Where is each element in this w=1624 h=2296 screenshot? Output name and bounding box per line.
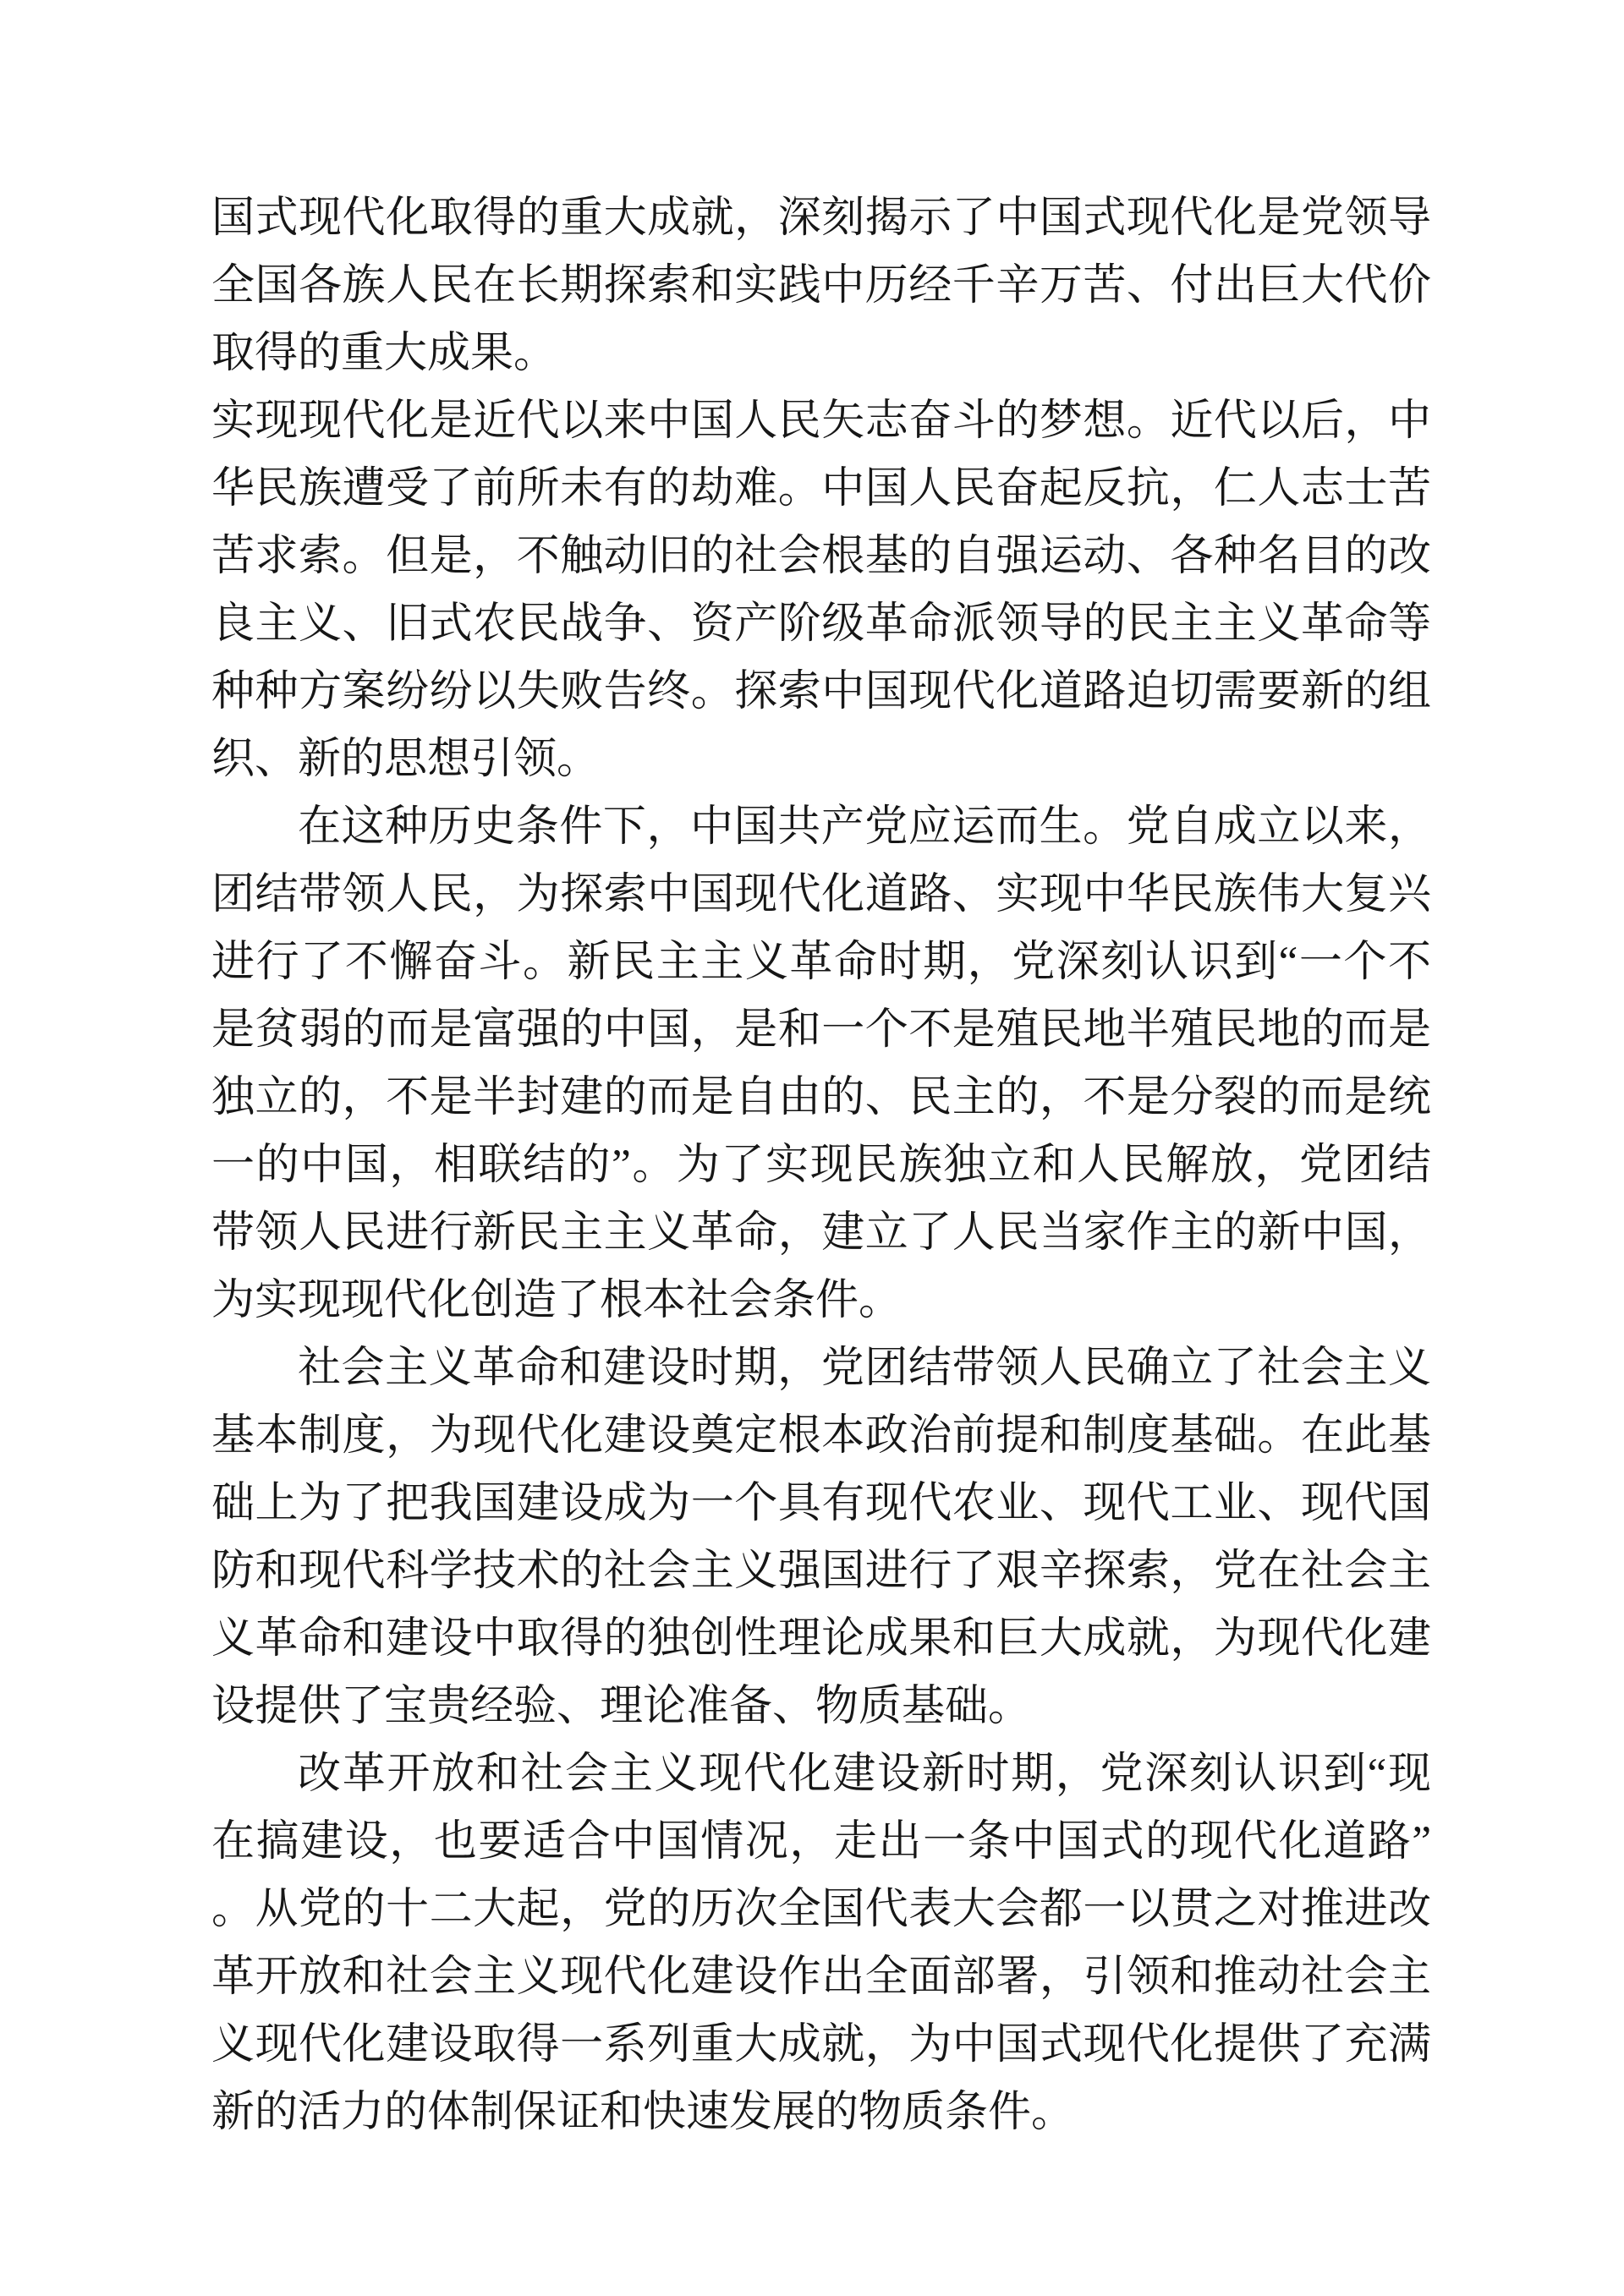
text-line: 新的活力的体制保证和快速发展的物质条件。 xyxy=(211,2089,1075,2136)
text-line: 独立的，不是半封建的而是自由的、民主的，不是分裂的而是统 xyxy=(211,1074,1431,1121)
text-line: 。从党的十二大起，党的历次全国代表大会都一以贯之对推进改 xyxy=(211,1886,1431,1933)
text-line: 革开放和社会主义现代化建设作出全面部署，引领和推动社会主 xyxy=(211,1954,1431,2001)
text-line: 础上为了把我国建设成为一个具有现代农业、现代工业、现代国 xyxy=(211,1480,1431,1527)
text-line: 实现现代化是近代以来中国人民矢志奋斗的梦想。近代以后，中 xyxy=(211,397,1431,445)
text-line: 带领人民进行新民主主义革命，建立了人民当家作主的新中国， xyxy=(211,1209,1431,1257)
text-line: 基本制度，为现代化建设奠定根本政治前提和制度基础。在此基 xyxy=(211,1412,1431,1460)
text-line: 防和现代科学技术的社会主义强国进行了艰辛探索，党在社会主 xyxy=(211,1548,1431,1595)
text-line: 良主义、旧式农民战争、资产阶级革命派领导的民主主义革命等 xyxy=(211,600,1431,648)
text-line: 华民族遭受了前所未有的劫难。中国人民奋起反抗，仁人志士苦 xyxy=(211,465,1431,512)
text-line: 团结带领人民，为探索中国现代化道路、实现中华民族伟大复兴 xyxy=(211,871,1431,918)
text-line: 苦求索。但是，不触动旧的社会根基的自强运动、各种名目的改 xyxy=(211,533,1431,580)
text-line: 国式现代化取得的重大成就，深刻揭示了中国式现代化是党领导 xyxy=(211,195,1431,242)
text-line: 种种方案纷纷以失败告终。探索中国现代化道路迫切需要新的组 xyxy=(211,668,1431,715)
document-text-block xyxy=(211,184,1431,2146)
text-line: 义革命和建设中取得的独创性理论成果和巨大成就，为现代化建 xyxy=(211,1615,1431,1663)
text-line: 织、新的思想引领。 xyxy=(211,736,601,783)
text-line: 义现代化建设取得一系列重大成就，为中国式现代化提供了充满 xyxy=(211,2021,1431,2069)
text-line: 进行了不懈奋斗。新民主主义革命时期，党深刻认识到“一个不 xyxy=(211,939,1431,986)
text-line: 改革开放和社会主义现代化建设新时期，党深刻认识到“现 xyxy=(298,1751,1431,1798)
text-line: 设提供了宝贵经验、理论准备、物质基础。 xyxy=(211,1683,1032,1730)
text-line: 取得的重大成果。 xyxy=(211,330,557,377)
text-line: 是贫弱的而是富强的中国，是和一个不是殖民地半殖民地的而是 xyxy=(211,1006,1431,1054)
text-line: 在搞建设，也要适合中国情况，走出一条中国式的现代化道路” xyxy=(211,1818,1431,1866)
text-line: 为实现现代化创造了根本社会条件。 xyxy=(211,1277,903,1324)
text-line: 在这种历史条件下，中国共产党应运而生。党自成立以来， xyxy=(298,803,1431,851)
text-line: 社会主义革命和建设时期，党团结带领人民确立了社会主义 xyxy=(298,1345,1431,1392)
text-line: 一的中国，相联结的”。为了实现民族独立和人民解放，党团结 xyxy=(211,1142,1431,1189)
text-line: 全国各族人民在长期探索和实践中历经千辛万苦、付出巨大代价 xyxy=(211,262,1431,310)
